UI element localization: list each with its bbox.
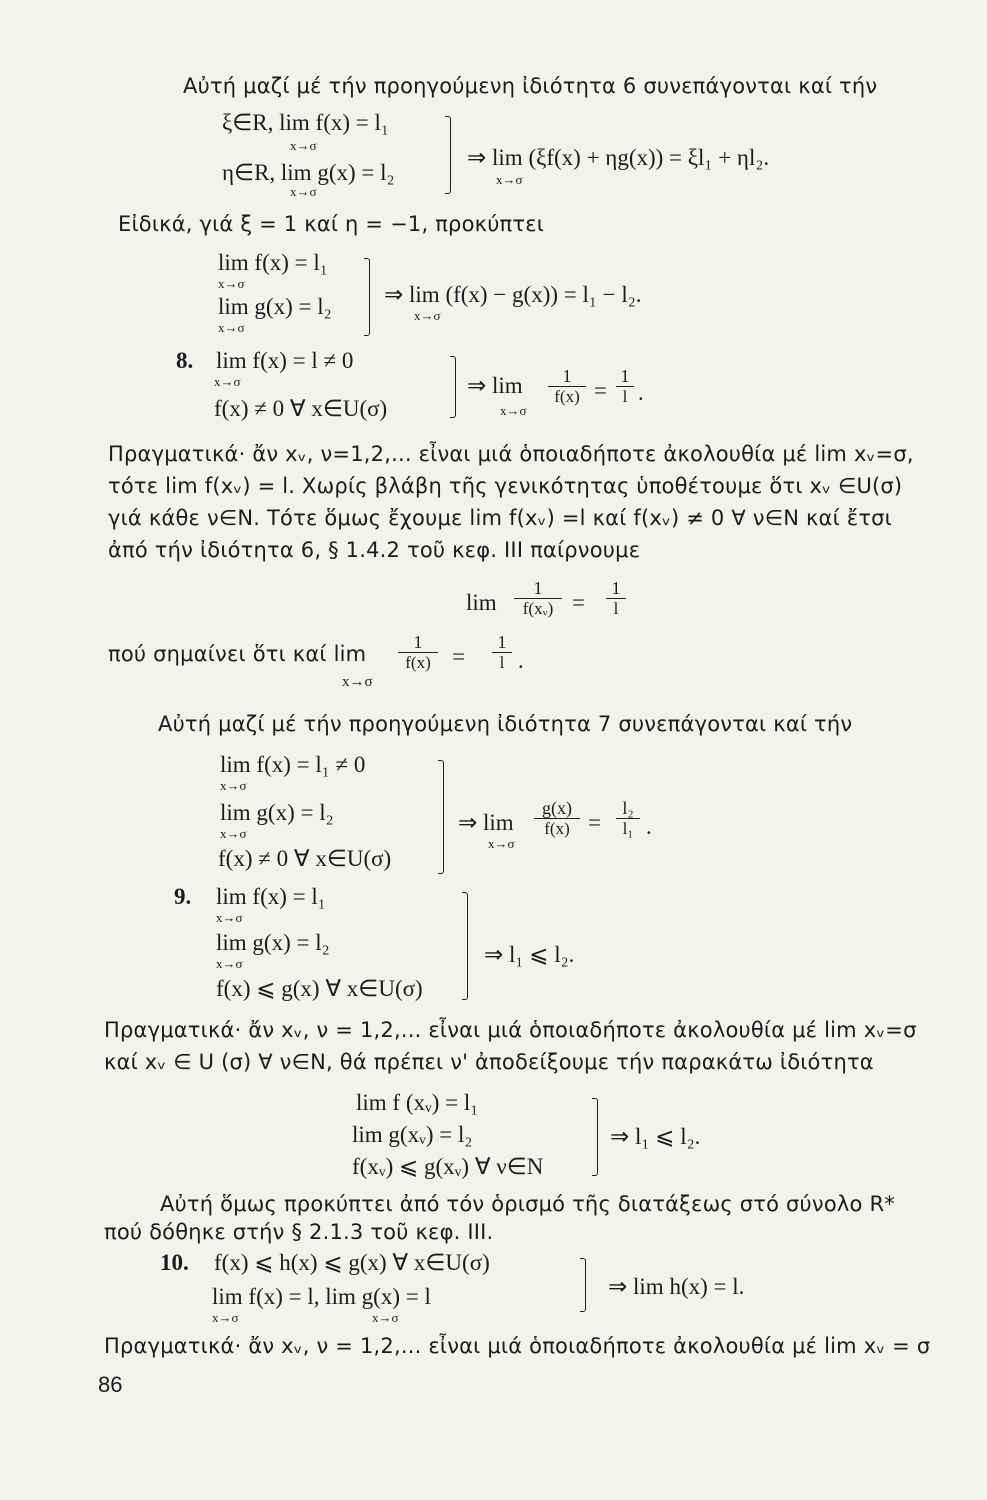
limit-subscript: x→σ <box>342 674 373 690</box>
limit-subscript: x→σ <box>216 956 243 971</box>
fraction-numerator: 1 <box>533 578 543 598</box>
limit-subscript: x→σ <box>290 184 317 199</box>
formula-line: lim g(x) = l₂ <box>218 294 332 319</box>
brace <box>580 1258 586 1312</box>
formula-line: lim g(xᵥ) = l₂ <box>352 1122 473 1147</box>
limit-subscript: x→σ <box>214 374 241 389</box>
formula-result: ⇒ lim (f(x) − g(x)) = l₁ − l₂. <box>384 282 642 307</box>
formula-result: ⇒ lim <box>467 373 523 398</box>
fraction-denominator: f(x) <box>398 652 438 673</box>
brace <box>445 116 451 194</box>
formula-line: lim f(x) = l₁ ≠ 0 <box>220 752 366 777</box>
fraction <box>548 366 586 407</box>
limit-subscript: x→σ <box>218 320 245 335</box>
limit-subscript: x→σ <box>414 308 441 323</box>
fraction <box>616 366 634 407</box>
limit-subscript: x→σ <box>290 138 317 153</box>
formula-line: lim g(x) = l₂ <box>216 930 330 955</box>
page-number: 86 <box>98 1372 123 1397</box>
formula-line: f(x) ⩽ h(x) ⩽ g(x) ∀ x∈U(σ) <box>214 1250 490 1275</box>
formula-line: lim f(x) = l₁ <box>216 884 326 909</box>
paragraph-line: τότε lim f(xᵥ) = l. Χωρίς βλάβη τῆς γενικότητας ὑποθέτουμε ὅτι xᵥ ∈U(σ) <box>108 474 903 498</box>
formula-line: ξ∈R, lim f(x) = l₁ <box>222 110 389 135</box>
limit-subscript: x→σ <box>500 403 527 418</box>
paragraph-line: ἀπό τήν ἰδιότητα 6, § 1.4.2 τοῦ κεφ. III παίρνουμε <box>108 538 641 562</box>
fraction <box>534 798 580 839</box>
fraction <box>398 632 438 673</box>
fraction-denominator: l₁ <box>616 818 640 839</box>
formula-result: ⇒ l₁ ⩽ l₂. <box>610 1124 701 1149</box>
brace <box>438 760 444 874</box>
equals-sign: = <box>572 590 585 615</box>
paragraph-line: πού δόθηκε στήν § 2.1.3 τοῦ κεφ. III. <box>104 1220 494 1244</box>
fraction <box>616 798 640 839</box>
fraction-numerator: l₂ <box>622 798 634 818</box>
paragraph-line: Εἰδικά, γιά ξ = 1 καί η = −1, προκύπτει <box>118 212 545 236</box>
brace <box>592 1098 598 1176</box>
fraction <box>606 578 626 619</box>
formula-line: η∈R, lim g(x) = l₂ <box>222 160 395 185</box>
formula-result: ⇒ lim h(x) = l. <box>608 1274 745 1299</box>
paragraph-line: Αὐτή μαζί μέ τήν προηγούμενη ἰδιότητα 6 συνεπάγονται καί τήν <box>183 74 878 98</box>
limit-operator: lim <box>466 590 497 615</box>
brace <box>450 356 456 418</box>
period: . <box>638 380 644 405</box>
limit-subscript: x→σ <box>212 1310 239 1325</box>
formula-line: lim f (xᵥ) = l₁ <box>356 1090 479 1115</box>
fraction <box>492 632 512 673</box>
item-number: 10. <box>160 1250 189 1275</box>
formula-line: lim f(x) = l₁ <box>218 250 328 275</box>
fraction-numerator: 1 <box>413 632 423 652</box>
period: . <box>518 648 524 673</box>
limit-subscript: x→σ <box>220 826 247 841</box>
equals-sign: = <box>594 378 607 403</box>
limit-subscript: x→σ <box>216 910 243 925</box>
limit-subscript: x→σ <box>220 778 247 793</box>
formula-line: f(x) ⩽ g(x) ∀ x∈U(σ) <box>216 976 423 1001</box>
fraction-numerator: 1 <box>620 366 630 386</box>
paragraph-line: Πραγματικά· ἄν xᵥ, ν = 1,2,... εἶναι μιά ὁποιαδήποτε ἀκολουθία μέ lim xᵥ = σ <box>104 1334 931 1358</box>
formula-result: ⇒ lim (ξf(x) + ηg(x)) = ξl₁ + ηl₂. <box>467 145 770 170</box>
item-number: 8. <box>176 348 194 373</box>
fraction-numerator: g(x) <box>542 798 572 818</box>
paragraph-line: πού σημαίνει ὅτι καί lim <box>108 642 367 666</box>
brace <box>364 258 370 336</box>
paragraph-line: Αὐτή ὅμως προκύπτει ἀπό τόν ὁρισμό τῆς διατάξεως στό σύνολο R* <box>160 1192 895 1216</box>
formula-line: f(xᵥ) ⩽ g(xᵥ) ∀ ν∈N <box>352 1154 544 1179</box>
item-number: 9. <box>174 884 192 909</box>
fraction-denominator: f(xᵥ) <box>514 598 562 619</box>
formula-line: lim g(x) = l₂ <box>220 800 334 825</box>
fraction-denominator: f(x) <box>534 818 580 839</box>
paragraph-line: Πραγματικά· ἄν xᵥ, ν = 1,2,... εἶναι μιά ὁποιαδήποτε ἀκολουθία μέ lim xᵥ=σ <box>104 1018 917 1042</box>
fraction-numerator: 1 <box>562 366 572 386</box>
paragraph-line: γιά κάθε ν∈N. Τότε ὅμως ἔχουμε lim f(xᵥ) =l καί f(xᵥ) ≠ 0 ∀ ν∈N καί ἔτσι <box>108 506 892 530</box>
formula-line: lim f(x) = l ≠ 0 <box>216 348 354 373</box>
formula-result: ⇒ l₁ ⩽ l₂. <box>484 942 575 967</box>
equals-sign: = <box>588 810 601 835</box>
formula-result: ⇒ lim <box>458 810 514 835</box>
paragraph-line: καί xᵥ ∈ U (σ) ∀ ν∈N, θά πρέπει ν' ἀποδείξουμε τήν παρακάτω ἰδιότητα <box>104 1050 874 1074</box>
fraction-denominator: l <box>606 598 626 619</box>
formula-line: f(x) ≠ 0 ∀ x∈U(σ) <box>218 846 392 871</box>
fraction-denominator: l <box>492 652 512 673</box>
equals-sign: = <box>452 644 465 669</box>
fraction <box>514 578 562 619</box>
fraction-denominator: f(x) <box>548 386 586 407</box>
formula-line: f(x) ≠ 0 ∀ x∈U(σ) <box>214 396 388 421</box>
limit-subscript: x→σ <box>218 276 245 291</box>
period: . <box>646 814 652 839</box>
paragraph-line: Αὐτή μαζί μέ τήν προηγούμενη ἰδιότητα 7 συνεπάγονται καί τήν <box>158 712 853 736</box>
limit-subscript: x→σ <box>496 172 523 187</box>
paragraph-line: Πραγματικά· ἄν xᵥ, ν=1,2,... εἶναι μιά ὁποιαδήποτε ἀκολουθία μέ lim xᵥ=σ, <box>108 442 914 466</box>
limit-subscript: x→σ <box>488 836 515 851</box>
fraction-numerator: 1 <box>611 578 621 598</box>
limit-subscript: x→σ <box>372 1310 399 1325</box>
fraction-numerator: 1 <box>497 632 507 652</box>
fraction-denominator: l <box>616 386 634 407</box>
formula-line: lim f(x) = l, lim g(x) = l <box>212 1284 431 1309</box>
brace <box>462 892 468 1000</box>
